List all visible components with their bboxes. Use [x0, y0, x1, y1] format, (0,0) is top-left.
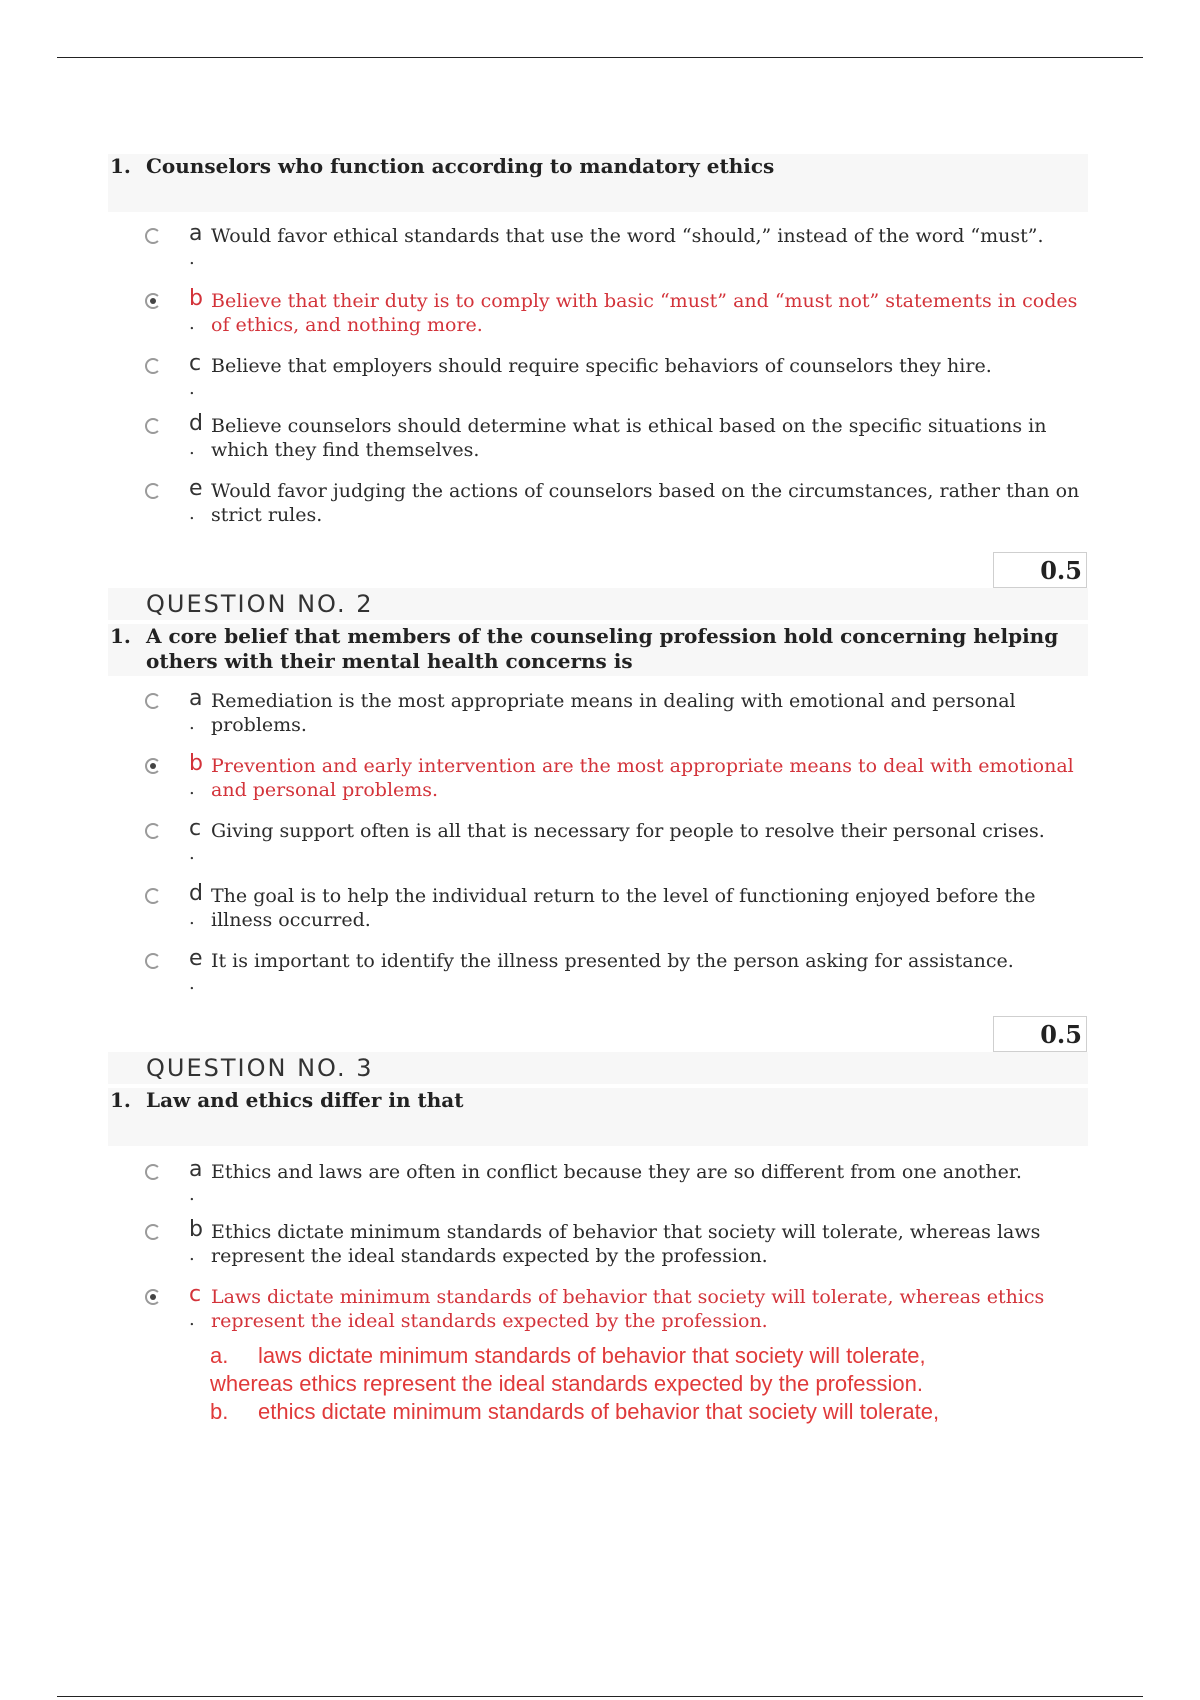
radio-button[interactable] [145, 228, 161, 244]
option-dot: . [189, 248, 195, 269]
question-2-stem [108, 624, 1088, 676]
option-dot: . [189, 1244, 195, 1265]
feedback-line [210, 1342, 1110, 1370]
feedback-line [210, 1398, 1110, 1426]
option-letter: c [189, 351, 202, 376]
option-dot: . [189, 378, 195, 399]
option-text: Ethics and laws are often in conflict because they are so different from one another. [211, 1161, 1022, 1183]
option-text: Giving support often is all that is necessary for people to resolve their personal crises. [211, 820, 1045, 842]
question-text: Counselors who function according to mandatory ethics [146, 154, 775, 178]
option-letter: b [189, 751, 203, 776]
option-dot: . [189, 843, 195, 864]
top-rule [57, 57, 1143, 58]
option-text: Would favor ethical standards that use the word “should,” instead of the word “must”. [211, 225, 1044, 247]
feedback-continuation: whereas ethics represent the ideal standards expected by the profession. [210, 1371, 923, 1396]
radio-button[interactable] [145, 483, 161, 499]
option-letter: b [189, 286, 203, 311]
option-text: Prevention and early intervention are the most appropriate means to deal with emotional and personal problems. [211, 755, 1074, 801]
question-header: QUESTION NO. 2 [108, 588, 1088, 620]
option-letter: d [189, 881, 203, 906]
option-dot: . [189, 778, 195, 799]
radio-button[interactable] [145, 1164, 161, 1180]
option-letter: c [189, 1282, 202, 1307]
feedback-label: b. [210, 1399, 229, 1424]
option-letter: b [189, 1217, 203, 1242]
option-dot: . [189, 973, 195, 994]
option-letter: e [189, 476, 203, 501]
option-letter: a [189, 686, 203, 711]
option-text: Would favor judging the actions of counselors based on the circumstances, rather than on strict rules. [211, 480, 1080, 526]
question-number: 1. [110, 154, 131, 178]
question-text: Law and ethics differ in that [146, 1088, 464, 1112]
question-number: 1. [110, 624, 131, 648]
option-dot: . [189, 438, 195, 459]
points-badge: 0.5 [993, 552, 1087, 588]
option-dot: . [189, 503, 195, 524]
answer-feedback [210, 1342, 1110, 1426]
option-letter: a [189, 1157, 203, 1182]
radio-button[interactable] [145, 418, 161, 434]
question-1-stem [108, 154, 1088, 212]
question-text: A core belief that members of the counseling profession hold concerning helping others with their mental health concerns is [146, 624, 1059, 673]
option-text: Remediation is the most appropriate means in dealing with emotional and personal problems. [211, 690, 1016, 736]
radio-button[interactable] [145, 953, 161, 969]
option-text: Believe that their duty is to comply with basic “must” and “must not” statements in codes of ethics, and nothing more. [211, 290, 1078, 336]
radio-button[interactable] [145, 823, 161, 839]
radio-button[interactable] [145, 693, 161, 709]
feedback-text: ethics dictate minimum standards of behavior that society will tolerate, [258, 1399, 940, 1424]
option-text: Believe counselors should determine what is ethical based on the specific situations in which they find themselves. [211, 415, 1047, 461]
bottom-rule [57, 1696, 1143, 1697]
feedback-label: a. [210, 1343, 229, 1368]
option-text: Laws dictate minimum standards of behavior that society will tolerate, whereas ethics represent the ideal standards expected by the profession. [211, 1286, 1045, 1332]
points-badge: 0.5 [993, 1016, 1087, 1052]
question-3-stem [108, 1088, 1088, 1146]
radio-button-selected[interactable] [145, 758, 161, 774]
option-dot: . [189, 1309, 195, 1330]
option-letter: a [189, 221, 203, 246]
radio-button-selected[interactable] [145, 293, 161, 309]
option-dot: . [189, 908, 195, 929]
option-text: Believe that employers should require specific behaviors of counselors they hire. [211, 355, 992, 377]
radio-button[interactable] [145, 1224, 161, 1240]
radio-button-selected[interactable] [145, 1289, 161, 1305]
radio-button[interactable] [145, 888, 161, 904]
option-letter: d [189, 411, 203, 436]
option-dot: . [189, 1184, 195, 1205]
option-dot: . [189, 713, 195, 734]
question-number: 1. [110, 1088, 131, 1112]
feedback-text: laws dictate minimum standards of behavior that society will tolerate, [258, 1343, 926, 1368]
radio-button[interactable] [145, 358, 161, 374]
option-text: The goal is to help the individual return to the level of functioning enjoyed before the illness occurred. [211, 885, 1036, 931]
option-letter: c [189, 816, 202, 841]
option-text: It is important to identify the illness presented by the person asking for assistance. [211, 950, 1014, 972]
option-letter: e [189, 946, 203, 971]
option-text: Ethics dictate minimum standards of behavior that society will tolerate, whereas laws represent the ideal standards expected by the profession. [211, 1221, 1041, 1267]
option-dot: . [189, 313, 195, 334]
question-header: QUESTION NO. 3 [108, 1052, 1088, 1084]
